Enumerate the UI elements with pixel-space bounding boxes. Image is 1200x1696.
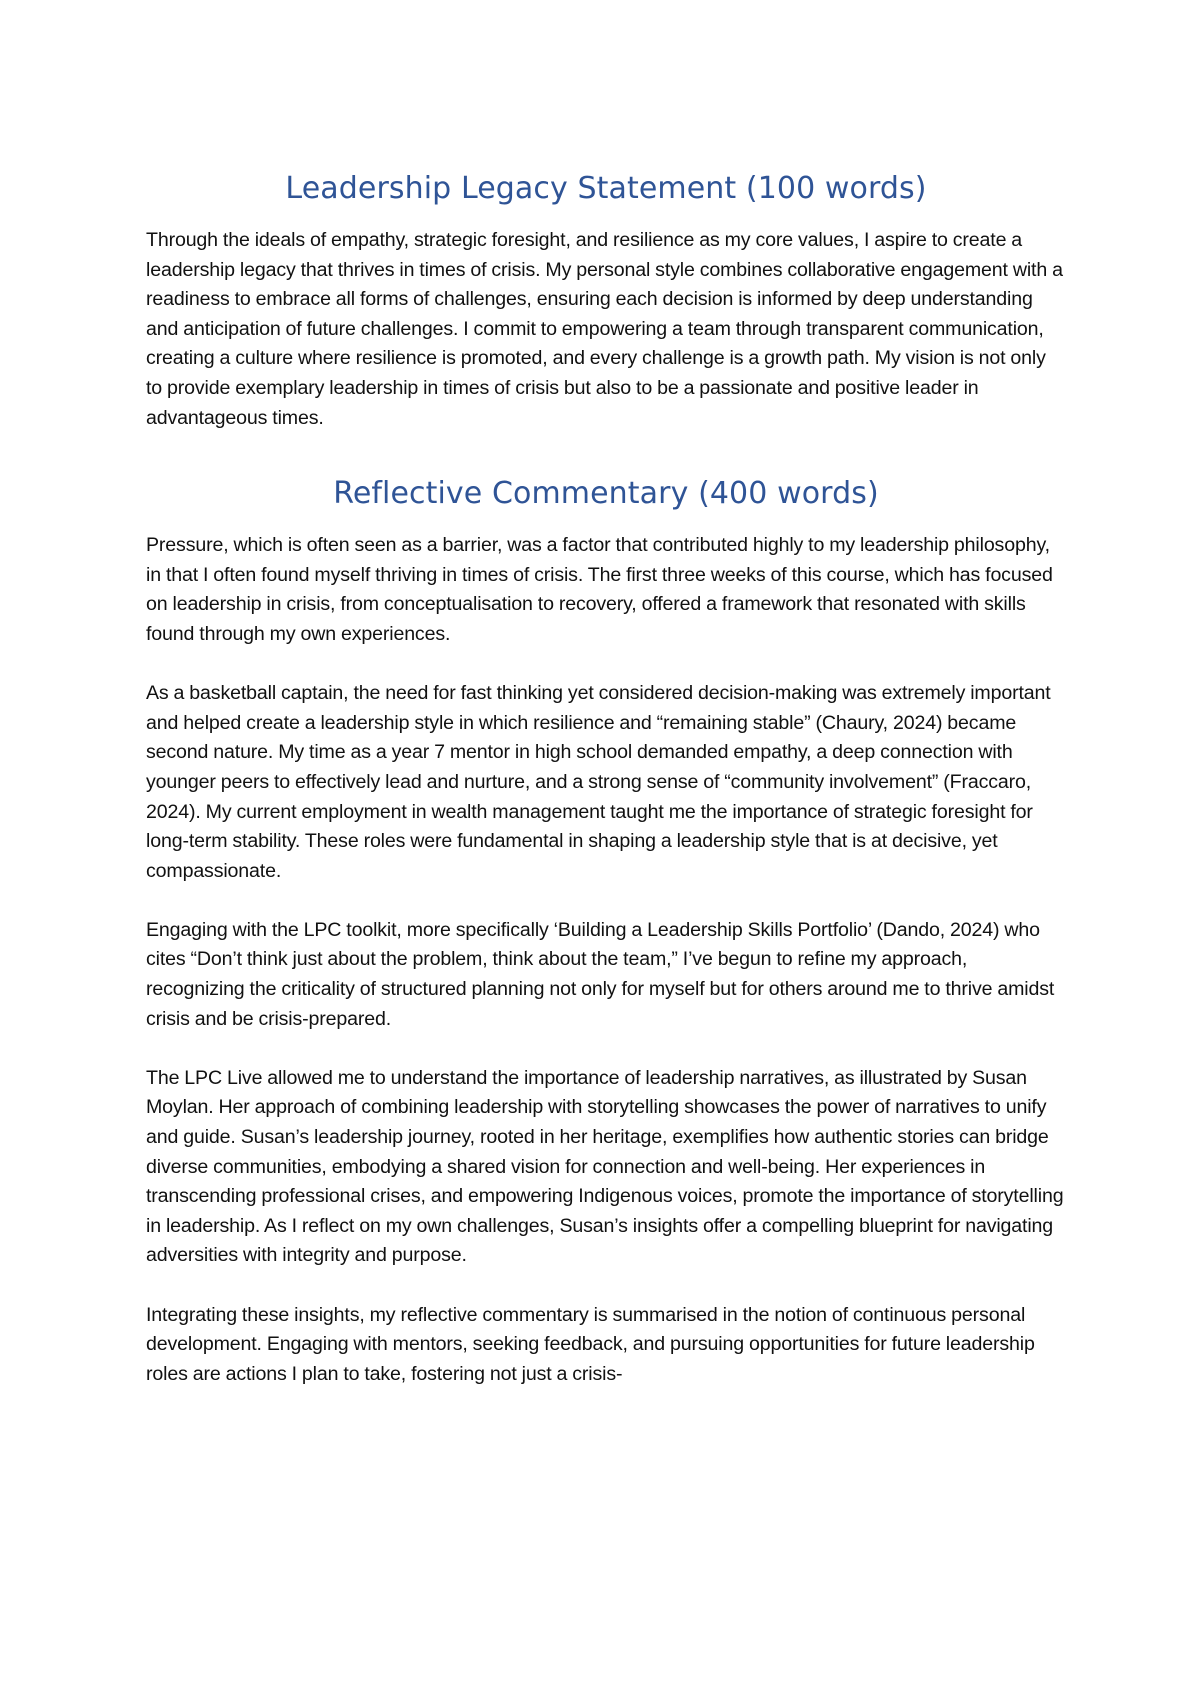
legacy-statement-paragraph: Through the ideals of empathy, strategic foresight, and resilience as my core values, I aspire to create a leadership legacy that thrives in times of crisis. My personal style combines collaborative engagement with a readiness to embrace all forms of challenges, ensuring each decision is informed by deep understanding and anticipation of future challenges. I commit to empowering a team through transparent communication, creating a culture where resilience is promoted, and every challenge is a growth path. My vision is not only to provide exemplary leadership in times of crisis but also to be a passionate and positive leader in advantageous times. xyxy=(146,229,1063,429)
reflective-commentary-heading: Reflective Commentary (400 words) xyxy=(333,476,879,512)
commentary-paragraph-lpc-live: The LPC Live allowed me to understand the importance of leadership narratives, as illustrated by Susan Moylan. Her approach of combining leadership with storytelling showcases the power of narratives to unify and guide. Susan’s leadership journey, rooted in her heritage, exemplifies how authentic stories can bridge diverse communities, embodying a shared vision for connection and well-being. Her experiences in transcending professional crises, and empowering Indigenous voices, promote the importance of storytelling in leadership. As I reflect on my own challenges, Susan’s insights offer a compelling blueprint for navigating adversities with integrity and purpose. xyxy=(146,1066,1064,1267)
legacy-statement-heading: Leadership Legacy Statement (100 words) xyxy=(285,171,927,206)
commentary-paragraph-pressure: Pressure, which is often seen as a barrier, was a factor that contributed highly to my leadership philosophy, in that I often found myself thriving in times of crisis. The first three weeks of this course, which has focused on leadership in crisis, from conceptualisation to recovery, offered a framework that resonated with skills found through my own experiences. xyxy=(146,534,1053,645)
document-body xyxy=(146,168,1066,1389)
commentary-paragraph-lpc-toolkit: Engaging with the LPC toolkit, more specifically ‘Building a Leadership Skills Portfolio’ (Dando, 2024) who cites “Don’t think just about the problem, think about the team,” I’ve begun to refine my approach, recognizing the criticality of structured planning not only for myself but for others around me to thrive amidst crisis and be crisis-prepared. xyxy=(146,918,1055,1030)
commentary-paragraph-integrating: Integrating these insights, my reflective commentary is summarised in the notion of continuous personal development. Engaging with mentors, seeking feedback, and pursuing opportunities for future leadership roles are actions I plan to take, fostering not just a crisis- xyxy=(146,1303,1035,1385)
commentary-paragraph-basketball: As a basketball captain, the need for fast thinking yet considered decision-making was extremely important and helped create a leadership style in which resilience and “remaining stable” (Chaury, 2024) became second nature. My time as a year 7 mentor in high school demanded empathy, a deep connection with younger peers to effectively lead and nurture, and a strong sense of “community involvement” (Fraccaro, 2024). My current employment in wealth management taught me the importance of strategic foresight for long-term stability. These roles were fundamental in shaping a leadership style that is at decisive, yet compassionate. xyxy=(146,682,1051,882)
